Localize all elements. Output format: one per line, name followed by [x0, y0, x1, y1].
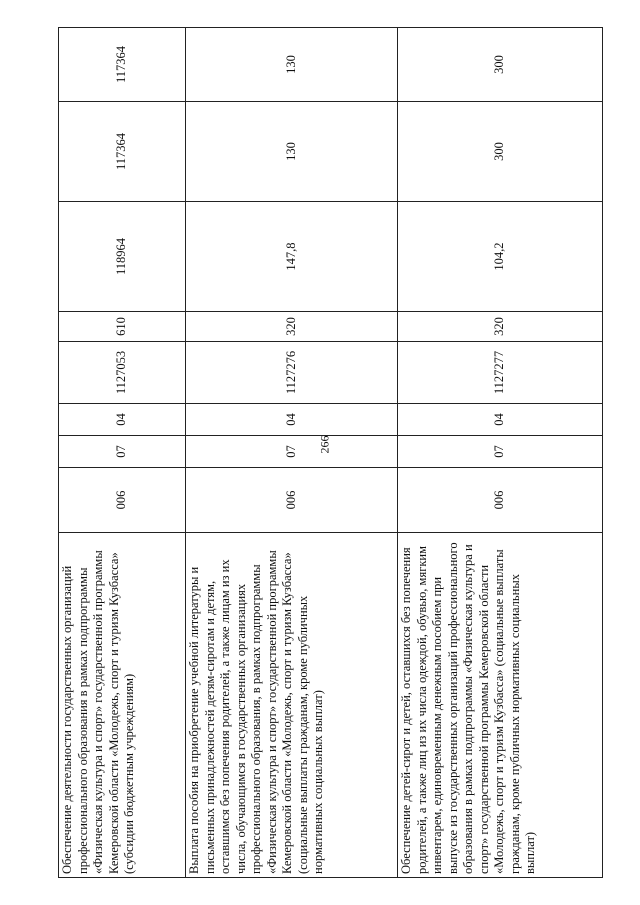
amount-col2: 130 [186, 102, 398, 202]
table-row [59, 28, 186, 878]
subsection-code: 04 [398, 404, 603, 436]
subsection-code: 04 [59, 404, 186, 436]
row-description: Обеспечение деятельности государственных организаций профессионального образования в рамках подпрограммы «Физическая культура и спорт» государственной программы Кемеровской области «Молодежь, спорт и туризм Кузбасса» (субсидии бюджетным учреждениям) [59, 533, 186, 878]
target-code: 1127276 [186, 342, 398, 404]
amount-col1: 104,2 [398, 202, 603, 312]
amount-col1: 118964 [59, 202, 186, 312]
subsection-code: 04 [186, 404, 398, 436]
ministry-code: 006 [398, 468, 603, 533]
amount-col3: 117364 [59, 28, 186, 102]
section-code: 07 [59, 436, 186, 468]
row-description: Обеспечение детей-сирот и детей, оставшихся без попечения родителей, а также лиц из их числа одеждой, обувью, мягким инвентарем, единовременным денежным пособием при выпуске из государственных организаций профессионального образования в рамках подпрограммы «Физическая культура и спорт» государственной программы Кемеровской области «Молодежь, спорт и туризм Кузбасса» (социальные выплаты гражданам, кроме публичных нормативных социальных выплат) [398, 533, 603, 878]
budget-table-rotated [58, 28, 608, 878]
amount-col3: 130 [186, 28, 398, 102]
budget-table [58, 27, 603, 878]
target-code: 1127277 [398, 342, 603, 404]
amount-col3: 300 [398, 28, 603, 102]
amount-col1: 147,8 [186, 202, 398, 312]
table-row [398, 28, 603, 878]
amount-col2: 117364 [59, 102, 186, 202]
expense-type-code: 320 [186, 312, 398, 342]
row-description: Выплата пособия на приобретение учебной литературы и письменных принадлежностей детям-сиротам и детям, оставшимся без попечения родителей, а также лицам из их числа, обучающимся в государственных организациях профессионального образования, в рамках подпрограммы «Физическая культура и спорт» государственной программы Кемеровской области «Молодежь, спорт и туризм Кузбасса» (социальные выплаты гражданам, кроме публичных нормативных социальных выплат) [186, 533, 398, 878]
table-row [186, 28, 398, 878]
section-code: 07 [398, 436, 603, 468]
page-number: 266 [317, 435, 332, 454]
expense-type-code: 610 [59, 312, 186, 342]
expense-type-code: 320 [398, 312, 603, 342]
section-code: 07 [186, 436, 398, 468]
target-code: 1127053 [59, 342, 186, 404]
ministry-code: 006 [59, 468, 186, 533]
ministry-code: 006 [186, 468, 398, 533]
amount-col2: 300 [398, 102, 603, 202]
